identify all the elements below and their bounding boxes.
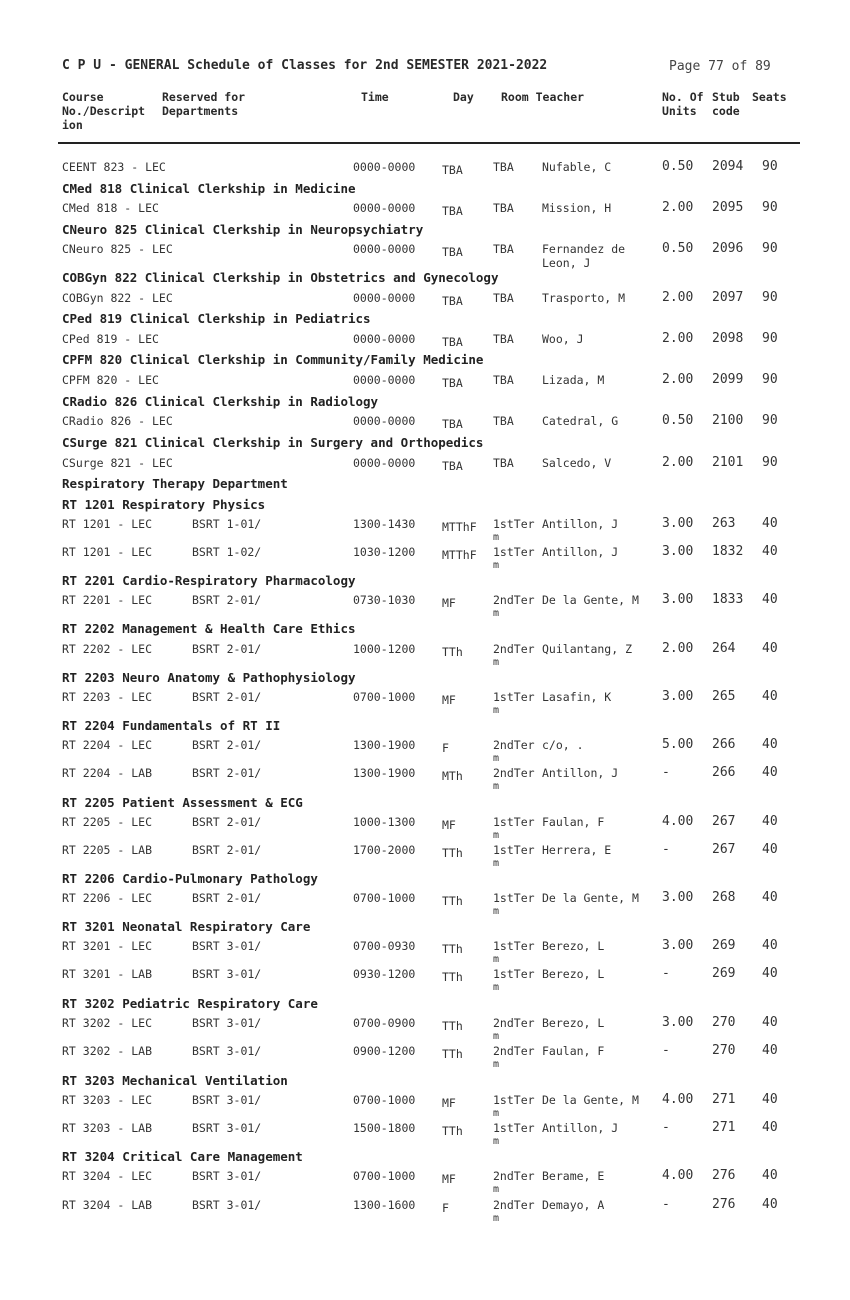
cell-day: TBA (442, 245, 463, 259)
cell-teacher: Faulan, F (542, 1044, 605, 1058)
cell-stub: 265 (712, 689, 736, 704)
cell-teacher: Lasafin, K (542, 690, 612, 704)
cell-units: 3.00 (662, 592, 694, 607)
cell-course: RT 3204 - LAB (62, 1198, 153, 1212)
cell-teacher: Fernandez de (542, 242, 626, 256)
cell-day: TBA (442, 459, 463, 473)
cell-reserved: BSRT 2-01/ (192, 738, 262, 752)
cell-course: CPed 819 - LEC (62, 332, 159, 346)
cell-reserved: BSRT 3-01/ (192, 1093, 262, 1107)
cell-units: 3.00 (662, 544, 694, 559)
cell-reserved: BSRT 2-01/ (192, 642, 262, 656)
cell-day: MF (442, 1096, 456, 1110)
cell-day: MF (442, 596, 456, 610)
cell-course: CNeuro 825 - LEC (62, 242, 173, 256)
cell-seats: 40 (762, 842, 778, 857)
cell-day: MF (442, 693, 456, 707)
cell-teacher: Catedral, G (542, 414, 619, 428)
cell-seats: 40 (762, 1092, 778, 1107)
cell-time: 0730-1030 (353, 593, 416, 607)
cell-day: TTh (442, 1047, 463, 1061)
cell-stub: 269 (712, 938, 736, 953)
cell-teacher: De la Gente, M (542, 891, 639, 905)
cell-seats: 40 (762, 592, 778, 607)
cell-teacher: Quilantang, Z (542, 642, 633, 656)
cell-day: TTh (442, 1019, 463, 1033)
cell-time: 0900-1200 (353, 1044, 416, 1058)
cell-day: TBA (442, 163, 463, 177)
cell-units: 2.00 (662, 200, 694, 215)
cell-room: 1stTer (493, 690, 535, 704)
cell-seats: 40 (762, 1197, 778, 1212)
cell-seats: 40 (762, 689, 778, 704)
cell-course: RT 3201 - LAB (62, 967, 153, 981)
page-title: C P U - GENERAL Schedule of Classes for 2nd SEMESTER 2021-2022 (62, 58, 548, 73)
cell-room: 2ndTer (493, 1169, 535, 1183)
cell-stub: 266 (712, 765, 736, 780)
cell-seats: 40 (762, 938, 778, 953)
course-title: Respiratory Therapy Department (62, 476, 288, 491)
cell-reserved: BSRT 3-01/ (192, 1121, 262, 1135)
cell-units: - (662, 765, 670, 780)
cell-room-cont: m (493, 1059, 500, 1070)
cell-reserved: BSRT 3-01/ (192, 967, 262, 981)
cell-stub: 263 (712, 516, 736, 531)
course-title: COBGyn 822 Clinical Clerkship in Obstetrics and Gynecology (62, 270, 499, 285)
cell-units: 3.00 (662, 689, 694, 704)
cell-course: RT 2203 - LEC (62, 690, 153, 704)
course-title: RT 3202 Pediatric Respiratory Care (62, 996, 318, 1011)
cell-room: 2ndTer (493, 1198, 535, 1212)
cell-room: 1stTer (493, 545, 535, 559)
cell-seats: 40 (762, 1120, 778, 1135)
cell-course: CEENT 823 - LEC (62, 160, 166, 174)
cell-room: TBA (493, 201, 514, 215)
course-title: RT 1201 Respiratory Physics (62, 497, 266, 512)
cell-course: RT 2204 - LEC (62, 738, 153, 752)
header-day: Day (453, 90, 474, 104)
cell-time: 0000-0000 (353, 242, 416, 256)
cell-teacher: Mission, H (542, 201, 612, 215)
course-title: CNeuro 825 Clinical Clerkship in Neuropsychiatry (62, 222, 424, 237)
cell-room-cont: m (493, 1213, 500, 1224)
cell-stub: 276 (712, 1197, 736, 1212)
cell-day: TTh (442, 846, 463, 860)
cell-room: TBA (493, 414, 514, 428)
cell-teacher: Berezo, L (542, 967, 605, 981)
cell-teacher: Antillon, J (542, 517, 619, 531)
cell-room-cont: m (493, 1184, 500, 1195)
cell-time: 0700-1000 (353, 1093, 416, 1107)
cell-units: 2.00 (662, 641, 694, 656)
cell-stub: 266 (712, 737, 736, 752)
cell-seats: 40 (762, 1015, 778, 1030)
cell-day: TTh (442, 970, 463, 984)
cell-day: F (442, 741, 449, 755)
cell-course: RT 2204 - LAB (62, 766, 153, 780)
cell-course: RT 2201 - LEC (62, 593, 153, 607)
cell-seats: 90 (762, 290, 778, 305)
header-reserved: Reserved for Departments (162, 90, 246, 118)
course-title: CSurge 821 Clinical Clerkship in Surgery and Orthopedics (62, 435, 484, 450)
cell-seats: 40 (762, 765, 778, 780)
cell-reserved: BSRT 1-02/ (192, 545, 262, 559)
cell-reserved: BSRT 3-01/ (192, 1044, 262, 1058)
cell-teacher-cont: Leon, J (542, 256, 591, 270)
cell-units: 3.00 (662, 938, 694, 953)
cell-course: CRadio 826 - LEC (62, 414, 173, 428)
course-title: RT 2202 Management & Health Care Ethics (62, 621, 356, 636)
cell-reserved: BSRT 2-01/ (192, 690, 262, 704)
course-title: RT 2204 Fundamentals of RT II (62, 718, 281, 733)
cell-teacher: Antillon, J (542, 1121, 619, 1135)
cell-seats: 90 (762, 159, 778, 174)
cell-course: CPFM 820 - LEC (62, 373, 159, 387)
cell-time: 0000-0000 (353, 160, 416, 174)
cell-units: 5.00 (662, 737, 694, 752)
cell-reserved: BSRT 2-01/ (192, 891, 262, 905)
cell-room: 1stTer (493, 517, 535, 531)
cell-units: 2.00 (662, 455, 694, 470)
cell-teacher: Trasporto, M (542, 291, 626, 305)
cell-stub: 2096 (712, 241, 744, 256)
cell-room-cont: m (493, 1108, 500, 1119)
cell-course: RT 3201 - LEC (62, 939, 153, 953)
cell-teacher: Berame, E (542, 1169, 605, 1183)
cell-room: TBA (493, 242, 514, 256)
cell-room-cont: m (493, 906, 500, 917)
cell-seats: 90 (762, 455, 778, 470)
cell-units: - (662, 1120, 670, 1135)
cell-seats: 90 (762, 241, 778, 256)
cell-teacher: Berezo, L (542, 1016, 605, 1030)
cell-room: TBA (493, 332, 514, 346)
header-stub: Stub code (712, 90, 740, 118)
cell-units: 4.00 (662, 814, 694, 829)
cell-teacher: Woo, J (542, 332, 584, 346)
cell-stub: 269 (712, 966, 736, 981)
cell-room: 1stTer (493, 939, 535, 953)
cell-course: COBGyn 822 - LEC (62, 291, 173, 305)
cell-stub: 1832 (712, 544, 744, 559)
cell-stub: 270 (712, 1043, 736, 1058)
cell-time: 0000-0000 (353, 201, 416, 215)
cell-time: 0000-0000 (353, 332, 416, 346)
cell-room-cont: m (493, 954, 500, 965)
cell-teacher: Lizada, M (542, 373, 605, 387)
cell-room-cont: m (493, 781, 500, 792)
cell-stub: 2098 (712, 331, 744, 346)
cell-day: F (442, 1201, 449, 1215)
cell-teacher: Demayo, A (542, 1198, 605, 1212)
cell-room: 2ndTer (493, 1016, 535, 1030)
cell-time: 0000-0000 (353, 414, 416, 428)
cell-stub: 267 (712, 814, 736, 829)
header-room-teacher: Room Teacher (501, 90, 585, 104)
cell-units: 4.00 (662, 1092, 694, 1107)
cell-course: CSurge 821 - LEC (62, 456, 173, 470)
cell-units: - (662, 1197, 670, 1212)
cell-time: 1500-1800 (353, 1121, 416, 1135)
cell-day: TTh (442, 942, 463, 956)
cell-units: - (662, 842, 670, 857)
cell-stub: 271 (712, 1120, 736, 1135)
cell-course: RT 1201 - LEC (62, 517, 153, 531)
cell-seats: 90 (762, 331, 778, 346)
cell-reserved: BSRT 2-01/ (192, 766, 262, 780)
cell-seats: 90 (762, 372, 778, 387)
cell-seats: 40 (762, 516, 778, 531)
cell-stub: 2099 (712, 372, 744, 387)
cell-room: 2ndTer (493, 593, 535, 607)
cell-teacher: Antillon, J (542, 766, 619, 780)
cell-seats: 40 (762, 1043, 778, 1058)
cell-reserved: BSRT 2-01/ (192, 843, 262, 857)
cell-time: 0700-1000 (353, 891, 416, 905)
cell-teacher: De la Gente, M (542, 1093, 639, 1107)
header-course: Course No./Descript ion (62, 90, 146, 132)
cell-stub: 2097 (712, 290, 744, 305)
cell-reserved: BSRT 3-01/ (192, 1169, 262, 1183)
cell-room: 1stTer (493, 891, 535, 905)
cell-seats: 40 (762, 814, 778, 829)
cell-course: RT 2206 - LEC (62, 891, 153, 905)
cell-day: TBA (442, 294, 463, 308)
cell-time: 0700-0900 (353, 1016, 416, 1030)
cell-teacher: Antillon, J (542, 545, 619, 559)
cell-day: MF (442, 818, 456, 832)
cell-time: 0930-1200 (353, 967, 416, 981)
cell-room-cont: m (493, 705, 500, 716)
cell-stub: 2094 (712, 159, 744, 174)
cell-room: 2ndTer (493, 1044, 535, 1058)
cell-seats: 40 (762, 641, 778, 656)
cell-reserved: BSRT 3-01/ (192, 1198, 262, 1212)
cell-reserved: BSRT 1-01/ (192, 517, 262, 531)
cell-day: MTh (442, 769, 463, 783)
cell-room: TBA (493, 456, 514, 470)
page-number: Page 77 of 89 (669, 59, 771, 74)
cell-units: 3.00 (662, 890, 694, 905)
course-title: RT 3201 Neonatal Respiratory Care (62, 919, 311, 934)
cell-course: RT 3204 - LEC (62, 1169, 153, 1183)
cell-time: 0000-0000 (353, 373, 416, 387)
cell-room: 2ndTer (493, 766, 535, 780)
course-title: CPed 819 Clinical Clerkship in Pediatrics (62, 311, 371, 326)
course-title: CMed 818 Clinical Clerkship in Medicine (62, 181, 356, 196)
cell-room: 1stTer (493, 1121, 535, 1135)
cell-time: 1300-1430 (353, 517, 416, 531)
cell-room-cont: m (493, 532, 500, 543)
cell-stub: 276 (712, 1168, 736, 1183)
course-title: RT 2201 Cardio-Respiratory Pharmacology (62, 573, 356, 588)
cell-room: 2ndTer (493, 642, 535, 656)
cell-time: 0000-0000 (353, 291, 416, 305)
cell-room-cont: m (493, 830, 500, 841)
cell-stub: 270 (712, 1015, 736, 1030)
cell-units: 0.50 (662, 159, 694, 174)
cell-time: 1000-1300 (353, 815, 416, 829)
cell-seats: 90 (762, 200, 778, 215)
cell-room: 1stTer (493, 815, 535, 829)
cell-course: RT 3203 - LAB (62, 1121, 153, 1135)
cell-teacher: Faulan, F (542, 815, 605, 829)
cell-stub: 271 (712, 1092, 736, 1107)
cell-units: 3.00 (662, 516, 694, 531)
cell-reserved: BSRT 2-01/ (192, 593, 262, 607)
cell-course: RT 3202 - LAB (62, 1044, 153, 1058)
cell-day: TTh (442, 894, 463, 908)
cell-day: MTThF (442, 548, 477, 562)
cell-seats: 40 (762, 1168, 778, 1183)
cell-units: 3.00 (662, 1015, 694, 1030)
cell-time: 1030-1200 (353, 545, 416, 559)
course-title: CRadio 826 Clinical Clerkship in Radiology (62, 394, 379, 409)
cell-time: 1300-1900 (353, 738, 416, 752)
cell-room: TBA (493, 373, 514, 387)
cell-room: 1stTer (493, 843, 535, 857)
cell-day: MF (442, 1172, 456, 1186)
cell-day: MTThF (442, 520, 477, 534)
cell-day: TBA (442, 335, 463, 349)
cell-units: 0.50 (662, 413, 694, 428)
cell-room: 1stTer (493, 1093, 535, 1107)
cell-seats: 40 (762, 966, 778, 981)
cell-room-cont: m (493, 1136, 500, 1147)
cell-room: 1stTer (493, 967, 535, 981)
cell-units: 4.00 (662, 1168, 694, 1183)
cell-room-cont: m (493, 560, 500, 571)
course-title: RT 2205 Patient Assessment & ECG (62, 795, 303, 810)
cell-course: RT 2205 - LAB (62, 843, 153, 857)
cell-day: TBA (442, 376, 463, 390)
cell-course: RT 1201 - LEC (62, 545, 153, 559)
cell-teacher: Nufable, C (542, 160, 612, 174)
cell-stub: 268 (712, 890, 736, 905)
cell-seats: 40 (762, 544, 778, 559)
course-title: CPFM 820 Clinical Clerkship in Community/Family Medicine (62, 352, 484, 367)
cell-units: 2.00 (662, 331, 694, 346)
cell-stub: 267 (712, 842, 736, 857)
cell-reserved: BSRT 2-01/ (192, 815, 262, 829)
header-time: Time (361, 90, 389, 104)
cell-stub: 2100 (712, 413, 744, 428)
cell-room-cont: m (493, 1031, 500, 1042)
cell-room: TBA (493, 291, 514, 305)
cell-day: TTh (442, 645, 463, 659)
cell-course: RT 2202 - LEC (62, 642, 153, 656)
cell-stub: 2101 (712, 455, 744, 470)
cell-time: 0700-0930 (353, 939, 416, 953)
cell-teacher: De la Gente, M (542, 593, 639, 607)
cell-teacher: Salcedo, V (542, 456, 612, 470)
cell-room-cont: m (493, 657, 500, 668)
cell-reserved: BSRT 3-01/ (192, 1016, 262, 1030)
cell-room-cont: m (493, 608, 500, 619)
header-units: No. Of Units (662, 90, 704, 118)
cell-units: - (662, 966, 670, 981)
cell-seats: 40 (762, 890, 778, 905)
cell-units: 2.00 (662, 372, 694, 387)
cell-units: 0.50 (662, 241, 694, 256)
cell-time: 0700-1000 (353, 1169, 416, 1183)
cell-reserved: BSRT 3-01/ (192, 939, 262, 953)
cell-seats: 40 (762, 737, 778, 752)
cell-course: RT 3202 - LEC (62, 1016, 153, 1030)
header-seats: Seats (752, 90, 787, 104)
cell-stub: 264 (712, 641, 736, 656)
cell-time: 0700-1000 (353, 690, 416, 704)
cell-time: 1300-1600 (353, 1198, 416, 1212)
cell-time: 0000-0000 (353, 456, 416, 470)
cell-time: 1000-1200 (353, 642, 416, 656)
cell-day: TTh (442, 1124, 463, 1138)
cell-units: - (662, 1043, 670, 1058)
cell-teacher: Herrera, E (542, 843, 612, 857)
cell-course: CMed 818 - LEC (62, 201, 159, 215)
cell-day: TBA (442, 204, 463, 218)
course-title: RT 3204 Critical Care Management (62, 1149, 303, 1164)
course-title: RT 3203 Mechanical Ventilation (62, 1073, 288, 1088)
cell-teacher: Berezo, L (542, 939, 605, 953)
cell-time: 1300-1900 (353, 766, 416, 780)
cell-stub: 1833 (712, 592, 744, 607)
cell-day: TBA (442, 417, 463, 431)
cell-room-cont: m (493, 858, 500, 869)
cell-course: RT 3203 - LEC (62, 1093, 153, 1107)
cell-room: TBA (493, 160, 514, 174)
cell-course: RT 2205 - LEC (62, 815, 153, 829)
cell-stub: 2095 (712, 200, 744, 215)
cell-time: 1700-2000 (353, 843, 416, 857)
course-title: RT 2203 Neuro Anatomy & Pathophysiology (62, 670, 356, 685)
course-title: RT 2206 Cardio-Pulmonary Pathology (62, 871, 318, 886)
cell-room-cont: m (493, 753, 500, 764)
cell-units: 2.00 (662, 290, 694, 305)
cell-teacher: c/o, . (542, 738, 584, 752)
cell-room-cont: m (493, 982, 500, 993)
cell-seats: 90 (762, 413, 778, 428)
cell-room: 2ndTer (493, 738, 535, 752)
